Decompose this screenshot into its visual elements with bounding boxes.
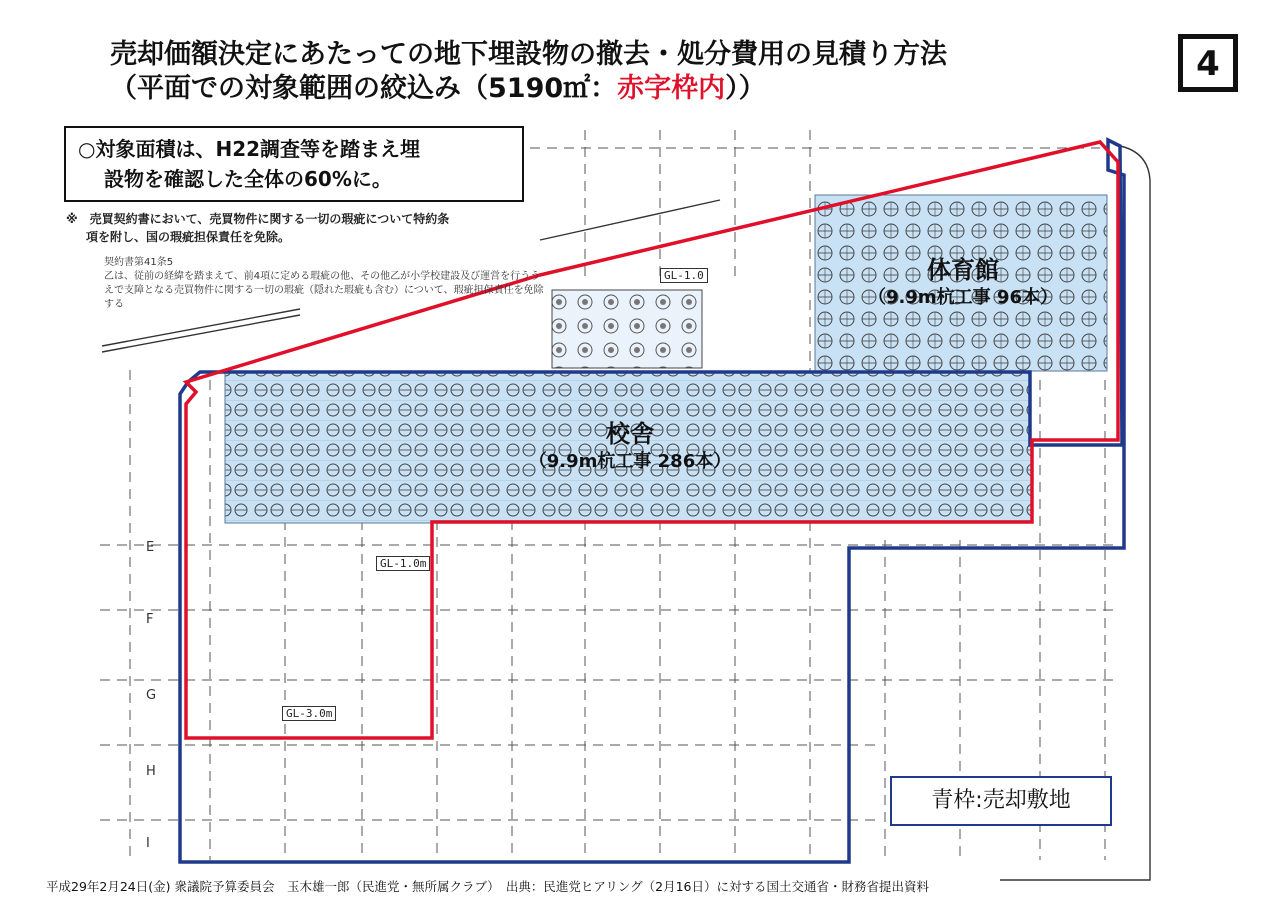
- contract-heading: 契約書第41条5: [104, 257, 174, 268]
- page-number: 4: [1178, 34, 1238, 92]
- gym-detail: （9.9m杭工事 96本）: [868, 287, 1058, 308]
- legend-blue-frame: 青枠:売却敷地: [890, 776, 1112, 826]
- row-letter-h: H: [146, 764, 156, 779]
- note-box: [64, 126, 524, 202]
- note-line1: ○対象面積は、H22調査等を踏まえ埋: [78, 137, 421, 161]
- footer-source: 平成29年2月24日(金) 衆議院予算委員会 玉木雄一郎（民進党・無所属クラブ） 出典：民進党ヒアリング（2月16日）に対する国土交通省・財務省提出資料: [46, 879, 929, 894]
- row-letter-g: G: [146, 688, 157, 703]
- gl-label-mid: GL-1.0m: [376, 556, 430, 571]
- gym-name: 体育館: [927, 256, 999, 284]
- row-letter-f: F: [146, 612, 154, 627]
- title-line1: 売却価額決定にあたっての地下埋設物の撤去・処分費用の見積り方法: [110, 39, 947, 70]
- title-line2-prefix: （平面での対象範囲の絞込み（5190㎡：: [110, 73, 618, 104]
- school-label: [490, 418, 770, 474]
- contract-excerpt: [104, 256, 544, 312]
- disclaimer-line1: ※ 売買契約書において、売買物件に関する一切の瑕疵について特約条: [66, 212, 450, 226]
- title-line2-suffix: ））: [725, 73, 766, 104]
- small-building: [552, 290, 702, 368]
- gl-label-top: GL-1.0: [660, 268, 708, 283]
- row-letter-i: I: [146, 836, 150, 851]
- title-line2-red: 赤字枠内: [617, 73, 726, 104]
- row-letter-e: E: [146, 540, 155, 555]
- disclaimer-note: [66, 210, 536, 246]
- gl-label-low: GL-3.0m: [282, 706, 336, 721]
- gym-label: [838, 254, 1088, 310]
- note-line2: 設物を確認した全体の60%に。: [104, 167, 392, 191]
- school-detail: （9.9m杭工事 286本）: [528, 451, 732, 472]
- school-name: 校舎: [606, 420, 654, 448]
- disclaimer-line2: 項を附し、国の瑕疵担保責任を免除。: [86, 230, 291, 244]
- contract-body: 乙は、従前の経緯を踏まえて、前4項に定める瑕疵の他、その他乙が小学校建設及び運営を行ううえで支障となる売買物件に関する一切の瑕疵（隠れた瑕疵も含む）について、瑕疵担保責任を免除する: [104, 271, 544, 310]
